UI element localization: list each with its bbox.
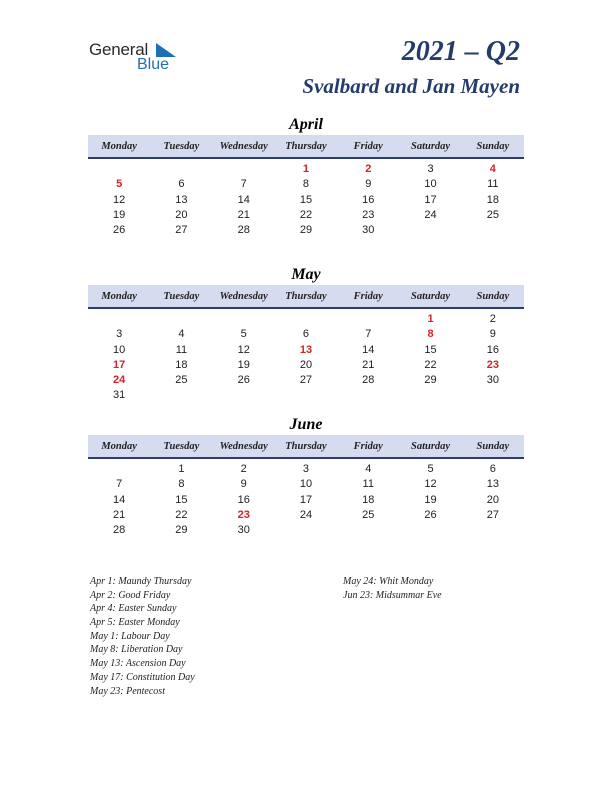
day-cell: 10 xyxy=(299,478,313,491)
holiday-entry: May 24: Whit Monday xyxy=(343,576,434,587)
weekday-label: Friday xyxy=(353,440,383,452)
day-cell: 27 xyxy=(175,224,188,237)
day-cell: 19 xyxy=(237,358,250,371)
day-cell: 16 xyxy=(362,193,375,206)
day-cell: 18 xyxy=(362,493,375,506)
day-cell: 3 xyxy=(302,463,310,475)
day-cell: 11 xyxy=(487,178,499,191)
month-name: May xyxy=(291,266,321,283)
day-cell: 22 xyxy=(175,508,188,521)
weekday-label: Sunday xyxy=(476,140,510,152)
week-row xyxy=(88,523,524,538)
day-cell: 31 xyxy=(113,389,126,402)
month-june xyxy=(88,415,524,538)
day-cell: 4 xyxy=(489,163,496,175)
day-cell: 16 xyxy=(486,343,499,356)
day-cell: 28 xyxy=(237,224,250,237)
day-cell xyxy=(88,462,150,477)
day-cell: 13 xyxy=(486,478,499,491)
week-row xyxy=(88,327,524,342)
week-row xyxy=(88,162,524,177)
day-cell xyxy=(275,312,337,327)
day-cell: 6 xyxy=(178,178,185,191)
weekday-header xyxy=(88,135,524,159)
day-cell: 5 xyxy=(240,328,247,341)
day-cell xyxy=(337,312,399,327)
day-cell: 14 xyxy=(237,193,250,206)
holiday-entry: May 1: Labour Day xyxy=(90,630,170,642)
weekday-label: Wednesday xyxy=(219,440,268,452)
month-name: April xyxy=(289,116,323,133)
day-cell: 24 xyxy=(299,508,313,521)
day-cell: 6 xyxy=(489,463,496,475)
day-cell: 17 xyxy=(299,493,313,506)
weekday-label: Sunday xyxy=(476,440,510,452)
day-cell: 20 xyxy=(486,493,499,506)
day-cell xyxy=(150,388,212,403)
holiday-entry: Apr 4: Easter Sunday xyxy=(90,603,177,615)
weekday-label: Saturday xyxy=(411,290,451,302)
weekday-label: Monday xyxy=(101,290,137,302)
weekday-label: Wednesday xyxy=(219,140,268,152)
page-title: 2021 – Q2 xyxy=(401,36,520,67)
day-cell xyxy=(213,388,275,403)
day-cell: 26 xyxy=(237,374,250,387)
weekday-label: Tuesday xyxy=(163,290,200,302)
day-cell: 3 xyxy=(427,163,434,175)
day-cell xyxy=(150,312,212,327)
week-row xyxy=(88,462,524,477)
holiday-list-right xyxy=(343,575,442,602)
day-cell: 18 xyxy=(175,358,188,371)
holiday-list-left xyxy=(90,575,195,698)
week-row xyxy=(88,193,524,208)
holiday-entry: May 17: Constitution Day xyxy=(90,671,195,683)
day-cell: 23 xyxy=(362,208,375,221)
day-cell: 25 xyxy=(362,508,375,521)
weekday-label: Thursday xyxy=(285,290,327,302)
weekday-header xyxy=(88,285,524,309)
day-cell: 26 xyxy=(113,224,126,237)
day-cell: 21 xyxy=(113,508,126,521)
weekday-label: Tuesday xyxy=(163,440,200,452)
day-cell xyxy=(462,388,524,403)
holiday-entry: May 23: Pentecost xyxy=(90,685,165,697)
weekday-label: Saturday xyxy=(411,440,451,452)
day-cell xyxy=(213,162,275,177)
day-cell xyxy=(88,312,150,327)
day-cell xyxy=(213,312,275,327)
day-cell: 18 xyxy=(486,193,499,206)
day-cell: 25 xyxy=(486,208,499,221)
weekday-label: Monday xyxy=(101,140,137,152)
week-row xyxy=(88,493,524,508)
day-cell: 14 xyxy=(113,493,126,506)
day-cell xyxy=(399,223,461,238)
day-cell: 23 xyxy=(237,508,250,521)
day-cell: 7 xyxy=(116,478,123,491)
day-cell: 6 xyxy=(302,328,310,341)
holiday-entry: May 8: Liberation Day xyxy=(90,644,183,656)
day-cell: 11 xyxy=(362,478,374,491)
holiday-entry: Apr 2: Good Friday xyxy=(90,589,171,601)
day-cell xyxy=(275,388,337,403)
day-cell: 15 xyxy=(299,193,313,206)
day-cell: 17 xyxy=(424,193,437,206)
day-cell: 22 xyxy=(424,358,437,371)
day-cell: 13 xyxy=(175,193,188,206)
day-cell: 4 xyxy=(365,463,372,475)
week-row xyxy=(88,373,524,388)
day-cell: 19 xyxy=(113,208,126,221)
day-cell: 13 xyxy=(299,343,313,356)
day-cell: 8 xyxy=(302,178,310,191)
day-cell: 11 xyxy=(175,343,188,356)
weekday-label: Saturday xyxy=(411,140,451,152)
day-cell: 5 xyxy=(427,463,434,475)
weekday-label: Tuesday xyxy=(163,140,200,152)
day-cell: 27 xyxy=(299,374,313,387)
week-row xyxy=(88,223,524,238)
day-cell: 7 xyxy=(240,178,247,191)
day-cell: 4 xyxy=(178,328,185,341)
day-cell: 28 xyxy=(113,524,126,537)
day-cell: 10 xyxy=(113,343,126,356)
week-row xyxy=(88,343,524,358)
day-cell: 3 xyxy=(116,328,123,341)
month-may xyxy=(88,265,524,404)
logo-flag-icon xyxy=(156,43,176,57)
day-cell: 2 xyxy=(365,163,372,175)
day-cell: 10 xyxy=(424,178,437,191)
day-cell: 17 xyxy=(113,358,126,371)
weekday-label: Thursday xyxy=(285,140,327,152)
day-cell xyxy=(88,162,150,177)
day-cell: 29 xyxy=(175,524,188,537)
day-cell: 29 xyxy=(424,374,437,387)
day-cell: 9 xyxy=(489,328,496,341)
day-cell: 30 xyxy=(486,374,499,387)
week-row xyxy=(88,208,524,223)
month-april xyxy=(88,115,524,238)
day-cell: 2 xyxy=(240,463,247,475)
day-cell: 15 xyxy=(175,493,188,506)
day-cell xyxy=(337,388,399,403)
page-subtitle: Svalbard and Jan Mayen xyxy=(302,74,520,98)
day-cell xyxy=(275,523,337,538)
logo-general-text: General xyxy=(89,40,149,59)
day-cell: 30 xyxy=(237,524,250,537)
day-cell: 29 xyxy=(299,224,313,237)
day-cell: 7 xyxy=(365,328,372,341)
holiday-entry: Jun 23: Midsummar Eve xyxy=(343,589,442,601)
day-cell: 2 xyxy=(489,313,496,325)
day-cell: 5 xyxy=(116,178,123,191)
week-row xyxy=(88,177,524,192)
day-cell: 20 xyxy=(299,358,313,371)
day-cell: 24 xyxy=(424,208,437,221)
day-cell: 8 xyxy=(178,478,185,491)
day-cell: 22 xyxy=(299,208,313,221)
day-cell: 23 xyxy=(486,358,499,371)
holiday-entry: May 13: Ascension Day xyxy=(90,658,186,670)
logo xyxy=(89,40,189,74)
holiday-entry: Apr 5: Easter Monday xyxy=(90,617,180,629)
day-cell: 12 xyxy=(237,343,250,356)
weekday-label: Sunday xyxy=(476,290,510,302)
weekday-label: Wednesday xyxy=(219,290,268,302)
holiday-entry: Apr 1: Maundy Thursday xyxy=(90,576,192,587)
day-cell: 30 xyxy=(362,224,375,237)
weekday-label: Friday xyxy=(353,290,383,302)
day-cell xyxy=(399,523,461,538)
day-cell: 16 xyxy=(237,493,250,506)
weekday-label: Thursday xyxy=(285,440,327,452)
week-row xyxy=(88,477,524,492)
week-row xyxy=(88,508,524,523)
day-cell: 9 xyxy=(365,178,372,191)
day-cell: 21 xyxy=(362,358,375,371)
week-row xyxy=(88,312,524,327)
day-cell: 19 xyxy=(424,493,437,506)
day-cell xyxy=(150,162,212,177)
day-cell: 28 xyxy=(362,374,375,387)
day-cell: 27 xyxy=(486,508,499,521)
day-cell: 9 xyxy=(240,478,247,491)
day-cell: 12 xyxy=(424,478,437,491)
day-cell: 15 xyxy=(424,343,437,356)
day-cell: 1 xyxy=(302,163,310,175)
day-cell xyxy=(462,223,524,238)
day-cell xyxy=(462,523,524,538)
day-cell: 25 xyxy=(175,374,188,387)
day-cell: 12 xyxy=(113,193,126,206)
day-cell: 1 xyxy=(178,463,185,475)
week-row xyxy=(88,358,524,373)
day-cell: 14 xyxy=(362,343,375,356)
day-cell: 20 xyxy=(175,208,188,221)
day-cell: 8 xyxy=(427,328,434,341)
week-row xyxy=(88,388,524,403)
weekday-header xyxy=(88,435,524,459)
weekday-label: Friday xyxy=(353,140,383,152)
day-cell: 21 xyxy=(237,208,250,221)
logo-blue-text: Blue xyxy=(137,56,170,73)
day-cell xyxy=(399,388,461,403)
day-cell: 26 xyxy=(424,508,437,521)
day-cell xyxy=(337,523,399,538)
month-name: June xyxy=(289,416,323,433)
weekday-label: Monday xyxy=(101,440,137,452)
day-cell: 1 xyxy=(427,313,434,325)
day-cell: 24 xyxy=(113,374,126,387)
